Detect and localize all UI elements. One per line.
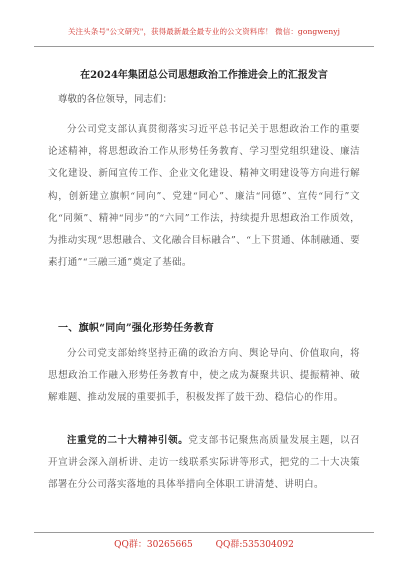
footer-qq-group-2: QQ群:535304092 — [215, 540, 294, 550]
paragraph-section-1-point — [48, 430, 360, 497]
footer — [0, 537, 408, 550]
document-title: 在2024年集团总公司思想政治工作推进会上的汇报发言 — [80, 70, 328, 81]
salutation: 尊敬的各位领导，同志们： — [58, 94, 173, 105]
header-divider — [34, 46, 374, 47]
section-heading-1: 一、旗帜“同向”强化形势任务教育 — [58, 323, 215, 334]
footer-divider — [34, 532, 374, 533]
paragraph-lead-bold: 注重党的二十大精神引领。 — [67, 435, 189, 446]
paragraph-section-1: 分公司党支部始终坚持正确的政治方向、舆论导向、价值取向，将思想政治工作融入形势任务教育中，使之成为凝聚共识、提振精神、破解难题、推动发展的重要抓手，积极发挥了鼓干劲、稳信心的作用。 — [48, 348, 360, 404]
paragraph-body: 党支部书记聚焦高质量发展主题，以召开宣讲会深入剖析讲、走访一线联系实际讲等形式，把党的二十大决策部署在分公司落实落地的具体举措向全体职工讲清楚、讲明白。 — [48, 435, 361, 491]
footer-qq-group-1: QQ群：30265665 — [114, 540, 193, 550]
paragraph-intro: 分公司党支部认真贯彻落实习近平总书记关于思想政治工作的重要论述精神，将思想政治工作从形势任务教育、学习型党组织建设、廉洁文化建设、新闻宣传工作、企业文化建设、精神文明建设等方向进行解构，创新建立旗帜“同向”、党建“同心”、廉洁“同德”、宣传“同行”文化“同频”、精神“同步”的“六同”工作法，持续提升思想政治工作质效，为推动实现“思想融合、文化融合目标融合”、“上下贯通、体制融通、要素打通”“三融三通”奠定了基础。 — [48, 124, 360, 269]
header-note: 关注头条号"公文研究"，获得最新最全最专业的公文资料库！ 微信：gongwenyj — [67, 27, 341, 36]
